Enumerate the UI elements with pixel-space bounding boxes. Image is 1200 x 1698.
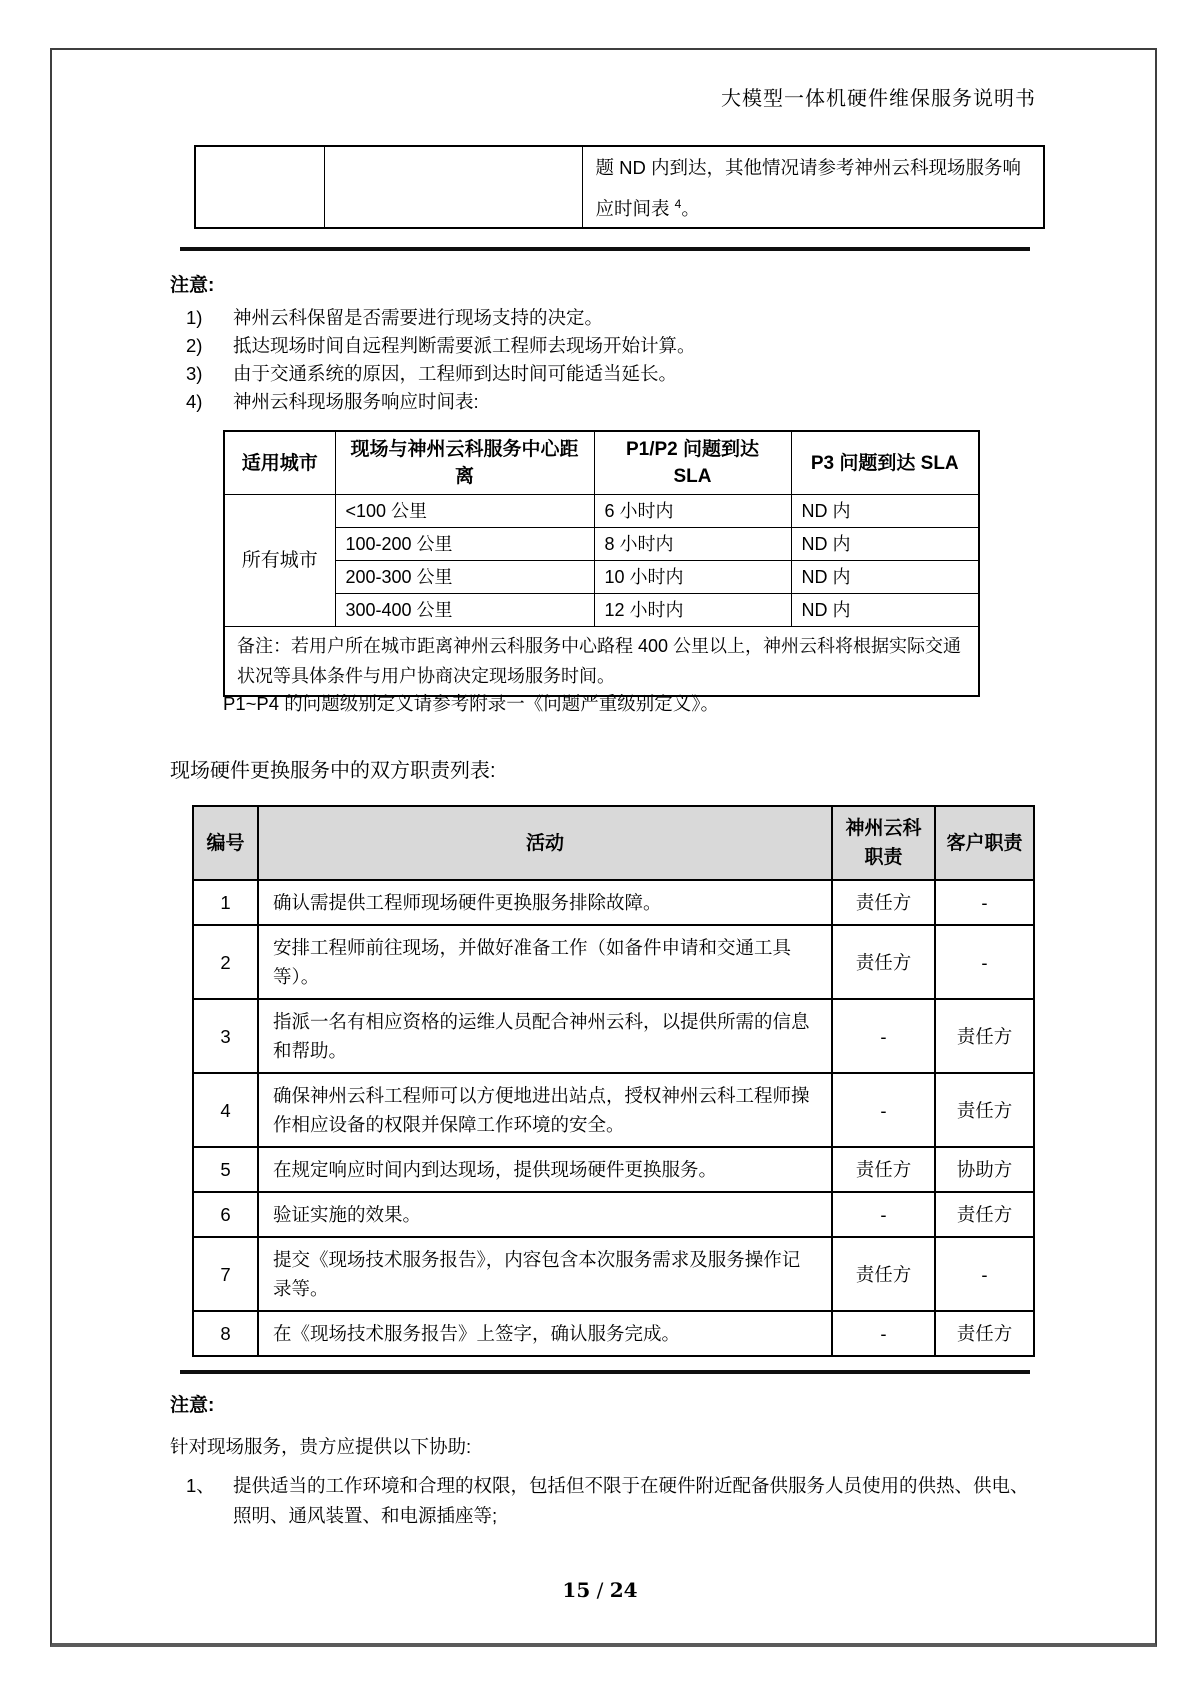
section-heading: 现场硬件更换服务中的双方职责列表: — [170, 760, 496, 782]
duty-no-cell: 6 — [193, 1192, 258, 1237]
note-number: 2) — [186, 335, 203, 356]
duty-no-cell: 3 — [193, 999, 258, 1073]
duty-customer-cell: 责任方 — [935, 1192, 1034, 1237]
continuation-text: 题 ND 内到达，其他情况请参考神州云科现场服务响应时间表 — [595, 157, 1022, 220]
duty-activity-cell: 指派一名有相应资格的运维人员配合神州云科，以提供所需的信息和帮助。 — [258, 999, 832, 1073]
response-table-cell: <100 公里 — [335, 495, 594, 528]
note-text: 抵达现场时间自远程判断需要派工程师去现场开始计算。 — [233, 335, 696, 356]
notes-intro: 针对现场服务，贵方应提供以下协助: — [170, 1436, 472, 1457]
note-number: 1) — [186, 307, 203, 328]
response-table-cell: 200-300 公里 — [335, 561, 594, 594]
duty-activity-cell: 验证实施的效果。 — [258, 1192, 832, 1237]
duty-yunke-cell: 责任方 — [832, 1147, 935, 1192]
response-table-body — [224, 495, 979, 627]
response-table-row — [224, 594, 979, 627]
duty-yunke-cell: - — [832, 1311, 935, 1356]
duty-yunke-cell: 责任方 — [832, 880, 935, 925]
column-header: 适用城市 — [224, 431, 335, 495]
note-text: 由于交通系统的原因，工程师到达时间可能适当延长。 — [233, 363, 678, 384]
duty-table-row — [193, 1237, 1034, 1311]
note-number: 1、 — [186, 1475, 215, 1496]
response-table-cell: 8 小时内 — [594, 528, 791, 561]
response-table-cell: ND 内 — [791, 561, 979, 594]
duty-customer-cell: - — [935, 925, 1034, 999]
empty-cell — [324, 146, 582, 228]
response-table-cell: ND 内 — [791, 495, 979, 528]
column-header: P3 问题到达 SLA — [791, 431, 979, 495]
assist-item — [170, 1471, 1035, 1531]
page-number: 15 — [562, 1578, 591, 1602]
table-header-row — [224, 431, 979, 495]
footnote-ref: 4 — [674, 197, 682, 211]
column-header: 客户职责 — [935, 806, 1034, 880]
note-text: 神州云科保留是否需要进行现场支持的决定。 — [233, 307, 604, 328]
duty-table — [192, 805, 1035, 1357]
table-header-row — [193, 806, 1034, 880]
duty-no-cell: 8 — [193, 1311, 258, 1356]
duty-customer-cell: 协助方 — [935, 1147, 1034, 1192]
duty-table-row — [193, 880, 1034, 925]
column-header: 编号 — [193, 806, 258, 880]
duty-no-cell: 2 — [193, 925, 258, 999]
duty-yunke-cell: - — [832, 1192, 935, 1237]
duty-customer-cell: 责任方 — [935, 1311, 1034, 1356]
duty-customer-cell: - — [935, 1237, 1034, 1311]
duty-activity-cell: 确认需提供工程师现场硬件更换服务排除故障。 — [258, 880, 832, 925]
response-table-cell: 300-400 公里 — [335, 594, 594, 627]
remark-row — [224, 627, 979, 697]
note-item — [170, 360, 1050, 388]
duty-no-cell: 5 — [193, 1147, 258, 1192]
duty-table-row — [193, 999, 1034, 1073]
note-text: 提供适当的工作环境和合理的权限，包括但不限于在硬件附近配备供服务人员使用的供热、供电、照明、通风装置、和电源插座等; — [233, 1475, 1029, 1526]
response-table-cell: ND 内 — [791, 528, 979, 561]
duty-table-row — [193, 1073, 1034, 1147]
response-table-cell: 10 小时内 — [594, 561, 791, 594]
continuation-cell — [582, 146, 1044, 228]
note-item — [170, 332, 1050, 360]
duty-yunke-cell: - — [832, 999, 935, 1073]
duty-activity-cell: 提交《现场技术服务报告》，内容包含本次服务需求及服务操作记录等。 — [258, 1237, 832, 1311]
response-table-cell: 100-200 公里 — [335, 528, 594, 561]
column-header: 神州云科职责 — [832, 806, 935, 880]
column-header: 现场与神州云科服务中心距离 — [335, 431, 594, 495]
duty-yunke-cell: 责任方 — [832, 925, 935, 999]
response-table-row — [224, 495, 979, 528]
duty-table-body — [193, 880, 1034, 1356]
duty-activity-cell: 在规定响应时间内到达现场，提供现场硬件更换服务。 — [258, 1147, 832, 1192]
duty-no-cell: 4 — [193, 1073, 258, 1147]
duty-customer-cell: 责任方 — [935, 999, 1034, 1073]
duty-activity-cell: 在《现场技术服务报告》上签字，确认服务完成。 — [258, 1311, 832, 1356]
notes-title: 注意: — [170, 275, 215, 296]
note-item — [170, 388, 1050, 416]
duty-yunke-cell: 责任方 — [832, 1237, 935, 1311]
duty-no-cell: 1 — [193, 880, 258, 925]
response-table-cell: 6 小时内 — [594, 495, 791, 528]
page-separator: / — [590, 1578, 610, 1602]
empty-cell — [195, 146, 324, 228]
note-number: 4) — [186, 391, 203, 412]
duty-table-row — [193, 1147, 1034, 1192]
duty-yunke-cell: - — [832, 1073, 935, 1147]
response-time-table — [223, 430, 980, 697]
duty-table-row — [193, 1311, 1034, 1356]
duty-customer-cell: 责任方 — [935, 1073, 1034, 1147]
page-total: 24 — [609, 1578, 638, 1602]
column-header: 活动 — [258, 806, 832, 880]
page-footer — [0, 1578, 1200, 1602]
duty-customer-cell: - — [935, 880, 1034, 925]
continuation-tail: 。 — [681, 198, 700, 220]
note-text: 神州云科现场服务响应时间表: — [233, 391, 479, 412]
duty-table-row — [193, 925, 1034, 999]
document-title: 大模型一体机硬件维保服务说明书 — [721, 86, 1036, 110]
response-table-cell: 12 小时内 — [594, 594, 791, 627]
severity-definition-note: P1~P4 的问题级别定义请参考附录一《问题严重级别定义》。 — [223, 693, 719, 714]
city-cell: 所有城市 — [224, 495, 335, 627]
duty-no-cell: 7 — [193, 1237, 258, 1311]
remark-cell: 备注：若用户所在城市距离神州云科服务中心路程 400 公里以上，神州云科将根据实际交通状况等具体条件与用户协商决定现场服务时间。 — [224, 627, 979, 697]
table-row — [195, 146, 1044, 228]
response-table-cell: ND 内 — [791, 594, 979, 627]
notes-title: 注意: — [170, 1395, 215, 1416]
note-number: 3) — [186, 363, 203, 384]
continuation-table — [194, 145, 1045, 229]
section-divider — [180, 1370, 1030, 1374]
section-divider — [180, 247, 1030, 251]
duty-activity-cell: 安排工程师前往现场，并做好准备工作（如备件申请和交通工具等）。 — [258, 925, 832, 999]
column-header: P1/P2 问题到达 SLA — [594, 431, 791, 495]
duty-table-row — [193, 1192, 1034, 1237]
response-table-row — [224, 561, 979, 594]
note-item — [170, 304, 1050, 332]
notes-top-block — [170, 272, 1050, 416]
response-table-row — [224, 528, 979, 561]
duty-activity-cell: 确保神州云科工程师可以方便地进出站点，授权神州云科工程师操作相应设备的权限并保障工作环境的安全。 — [258, 1073, 832, 1147]
